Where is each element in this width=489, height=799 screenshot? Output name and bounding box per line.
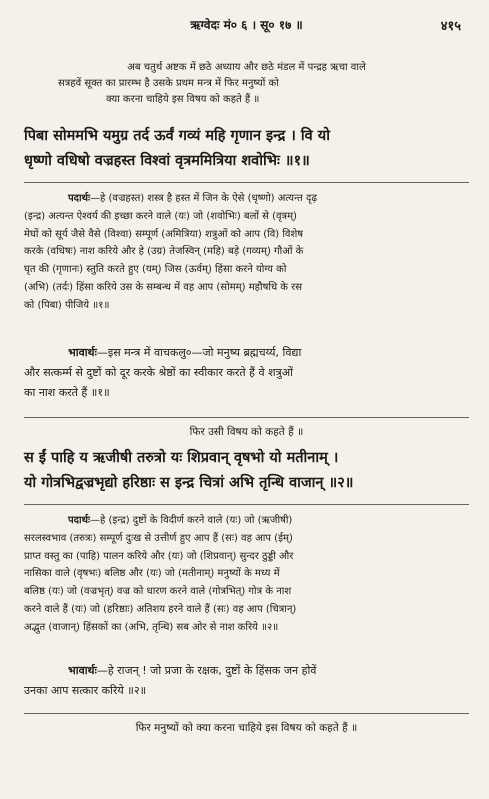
padarth-text: नासिका वाले (वृषभः) बलिष्ठ और (यः) जो (मतीनाम्) मनुष्यों के मध्य में [24, 568, 280, 580]
running-title: ऋग्वेदः मं० ६ । सू० १७ ॥ [190, 18, 303, 32]
padarth-text: घृत की (गृणानः) स्तुति करते हुए (यम्) जिस (ऊर्वम्) हिंसा करने योग्य को [24, 264, 287, 276]
bhavarth-2 [24, 661, 469, 701]
bhavarth-label: भावार्थः [68, 346, 97, 359]
bhavarth-text: का नाश करते हैं ॥१॥ [24, 386, 110, 399]
bhavarth-text: —हे राजन् ! जो प्रजा के रक्षक, दुष्टों के हिंसक जन होवें [96, 664, 317, 677]
padarth-text: अद्भुत (वाजान्) हिंसकों का (अभि, तृन्धि) सब ओर से नाश करिये ॥२॥ [24, 621, 279, 633]
padarth-2 [24, 512, 469, 637]
padarth-text: प्राप्त वस्तु का (पाहि) पालन करिये और (यः) जो (शिप्रवान्) सुन्दर ठुड्डी और [24, 550, 294, 562]
padarth-text: करके (वधिषः) नाश करिये और हे (उग्र) तेजस्विन् (महि) बड़े (गव्यम्) गौओं के [24, 246, 304, 258]
padarth-text: को (पिबा) पीजिये ॥१॥ [24, 299, 110, 311]
padarth-text: (इन्द्र) अत्यन्त ऐश्वर्य की इच्छा करने वाले (यः) जो (शवोभिः) बलों से (वृत्रम्) [24, 210, 297, 222]
padarth-text: —हे (वज्रहस्त) शस्त्र है हस्त में जिन के ऐसे (धृष्णो) अत्यन्त दृढ़ [90, 193, 317, 204]
page-number: ४१५ [440, 19, 461, 34]
bhavarth-text: उनका आप सत्कार करिये ॥२॥ [24, 684, 147, 697]
intro-line: अब चतुर्थ अष्टक में छठे अध्याय और छठे मंडल में पन्द्रह ऋचा वाले [127, 62, 366, 73]
mantra-1 [24, 124, 469, 174]
padarth-label: पदार्थः [68, 193, 90, 204]
bhavarth-text: और सत्कर्म्म से दुष्टों को दूर करके श्रेष्ठों का स्वीकार करते हैं वे शत्रुओं [24, 366, 293, 379]
padarth-text: बलिष्ठ (यः) जो (वज्रभृत्) वज्र को धारण करने वाले (गोत्रभित्) गोत्र के नाश [24, 586, 292, 598]
bhavarth-text: —इस मन्त्र में वाचकलु०—जो मनुष्य ब्रह्मचर्य्य, विद्या [96, 346, 302, 359]
mantra-line: यो गोत्रभिद्वज्रभृद्यो हरिष्ठाः स इन्द्र चित्रां अभि तृन्धि वाजान् ॥२॥ [24, 475, 354, 491]
intro-line: क्या करना चाहिये इस विषय को कहते हैं ॥ [106, 94, 260, 105]
padarth-text: (अभि) (तर्दः) हिंसा करिये उस के सम्बन्ध में वह आप (सोमम्) महौषधि के रस [24, 281, 302, 293]
mantra-line: धृष्णो वधिषो वज्रहस्त विश्वां वृत्रममित्रिया शवोभिः ॥१॥ [24, 153, 310, 169]
divider [24, 182, 469, 183]
bhavarth-label: भावार्थः [68, 664, 97, 677]
mantra-line: पिबा सोममभि यमुग्र तर्द ऊर्वं गव्यं महि गृणान इन्द्र । वि यो [24, 128, 330, 144]
section-subheading [24, 721, 469, 735]
padarth-text: मेघों को सूर्य जैसे वैसे (विश्वा) सम्पूर्ण (अमित्रिया) शत्रुओं को आप (वि) विशेष [24, 228, 304, 240]
bhavarth-1 [24, 343, 469, 403]
page-header [24, 16, 469, 36]
padarth-label: पदार्थः [68, 515, 90, 526]
padarth-text: सरलस्वभाव (तरुत्रः) सम्पूर्ण दुःख से उत्तीर्ण हुए आप हैं (सः) वह आप (ईम्) [24, 532, 293, 544]
mantra-line: स ईं पाहि य ऋजीषी तरुत्रो यः शिप्रवान् वृषभो यो मतीनाम् । [24, 450, 339, 466]
section-subheading [24, 425, 469, 439]
divider [24, 713, 469, 714]
padarth-text: —हे (इन्द्र) दुष्टों के विदीर्ण करने वाले (यः) जो (ऋजीषी) [90, 515, 293, 526]
mantra-2 [24, 446, 469, 496]
padarth-1 [24, 190, 469, 315]
divider [24, 417, 469, 418]
subheading-text: फिर उसी विषय को कहते हैं ॥ [189, 426, 304, 438]
intro-line: सत्रहवें सूक्त का प्रारम्भ है उसके प्रथम मन्त्र में फिर मनुष्यों को [58, 78, 279, 89]
divider [24, 504, 469, 505]
padarth-text: करने वाले हैं (यः) जो (हरिष्ठाः) अतिशय हरने वाले हैं (सः) वह आप (चित्रान्) [24, 603, 297, 615]
chapter-intro [24, 60, 469, 108]
subheading-text: फिर मनुष्यों को क्या करना चाहिये इस विषय को कहते हैं ॥ [135, 722, 358, 734]
